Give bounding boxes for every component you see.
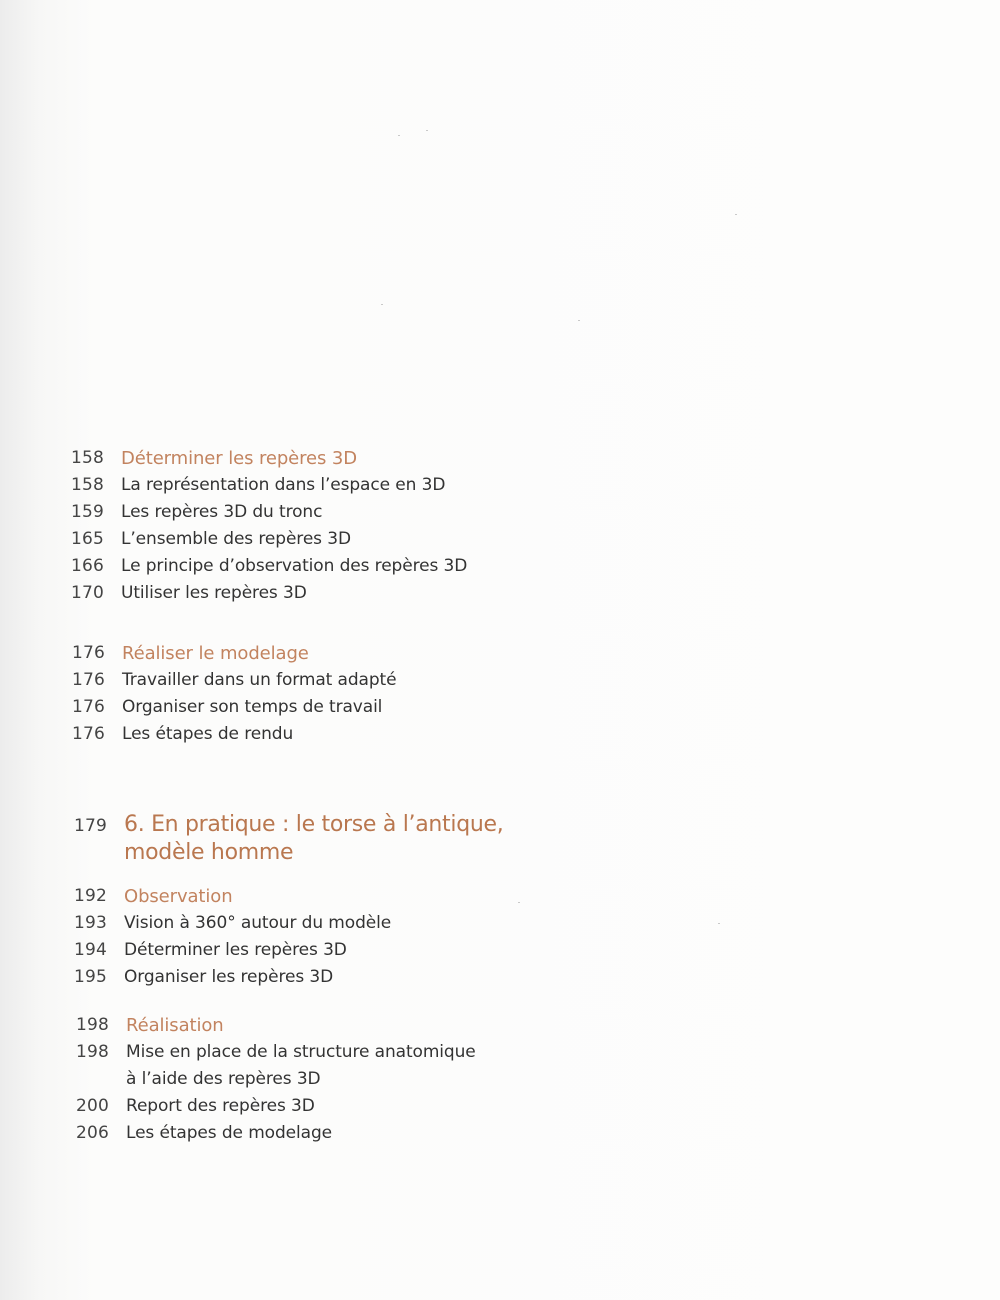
- page-number: 198: [75, 1015, 109, 1035]
- entry-title: Les étapes de rendu: [122, 724, 294, 744]
- page-number: 179: [73, 816, 107, 836]
- heading-title: Déterminer les repères 3D: [121, 448, 358, 469]
- toc-entry[interactable]: [0, 910, 700, 937]
- toc-entry[interactable]: [0, 1093, 700, 1120]
- page-number: 176: [71, 697, 105, 717]
- page-number: 165: [70, 529, 104, 549]
- page-number: 176: [71, 643, 105, 663]
- page-number: 194: [73, 940, 107, 960]
- page-number: 158: [70, 448, 104, 468]
- paper-speck: [398, 135, 400, 136]
- toc-heading[interactable]: [0, 883, 700, 910]
- heading-title: Observation: [124, 886, 233, 907]
- toc-entry[interactable]: [0, 937, 700, 964]
- paper-speck: [578, 320, 580, 321]
- paper-speck: [718, 923, 720, 924]
- toc-entry[interactable]: [0, 694, 700, 721]
- page-number: 200: [75, 1096, 109, 1116]
- entry-title: Organiser son temps de travail: [122, 697, 383, 717]
- entry-title: Déterminer les repères 3D: [124, 940, 347, 960]
- page-number: 158: [70, 475, 104, 495]
- entry-title: Utiliser les repères 3D: [121, 583, 307, 603]
- page-number: 195: [73, 967, 107, 987]
- page-number: 166: [70, 556, 104, 576]
- toc-entry[interactable]: [0, 1120, 700, 1147]
- page-number: 198: [75, 1042, 109, 1062]
- page-number: 176: [71, 670, 105, 690]
- chapter-title: [124, 811, 544, 867]
- page-number: 206: [75, 1123, 109, 1143]
- paper-speck: [735, 214, 737, 215]
- toc-chapter-heading[interactable]: [0, 811, 700, 871]
- toc-entry[interactable]: [0, 472, 700, 499]
- entry-title: Vision à 360° autour du modèle: [124, 913, 392, 933]
- entry-title-line2: à l’aide des repères 3D: [126, 1069, 321, 1089]
- entry-title: Travailler dans un format adapté: [122, 670, 397, 690]
- entry-title: Les étapes de modelage: [126, 1123, 333, 1143]
- entry-title: L’ensemble des repères 3D: [121, 529, 351, 549]
- toc-entry[interactable]: [0, 721, 700, 748]
- page-number: 170: [70, 583, 104, 603]
- entry-title: Le principe d’observation des repères 3D: [121, 556, 468, 576]
- page-number: 192: [73, 886, 107, 906]
- entry-title: [126, 1039, 476, 1093]
- toc-heading[interactable]: [0, 1012, 700, 1039]
- entry-title: Les repères 3D du tronc: [121, 502, 323, 522]
- entry-title: Organiser les repères 3D: [124, 967, 334, 987]
- heading-title: Réalisation: [126, 1015, 224, 1036]
- entry-title-line1: Mise en place de la structure anatomique: [126, 1042, 476, 1062]
- toc-entry[interactable]: [0, 964, 700, 991]
- toc-section-modelage: [0, 640, 700, 748]
- toc-entry[interactable]: [0, 580, 700, 607]
- heading-title: Réaliser le modelage: [122, 643, 309, 664]
- toc-entry[interactable]: [0, 553, 700, 580]
- entry-title: La représentation dans l’espace en 3D: [121, 475, 446, 495]
- chapter-title-line1: 6. En pratique : le torse à l’antique,: [124, 812, 504, 837]
- toc-section-realisation: [0, 1012, 700, 1147]
- toc-entry[interactable]: [0, 667, 700, 694]
- toc-entry[interactable]: [0, 499, 700, 526]
- paper-speck: [381, 304, 383, 305]
- paper-speck: [426, 130, 428, 131]
- toc-chapter-6: [0, 811, 700, 991]
- toc-heading[interactable]: [0, 640, 700, 667]
- toc-section-reperes-3d: [0, 445, 700, 607]
- page-number: 193: [73, 913, 107, 933]
- toc-entry[interactable]: [0, 1039, 700, 1093]
- toc-heading[interactable]: [0, 445, 700, 472]
- entry-title: Report des repères 3D: [126, 1096, 315, 1116]
- page-number: 176: [71, 724, 105, 744]
- page-number: 159: [70, 502, 104, 522]
- toc-entry[interactable]: [0, 526, 700, 553]
- chapter-title-line2: modèle homme: [124, 840, 294, 865]
